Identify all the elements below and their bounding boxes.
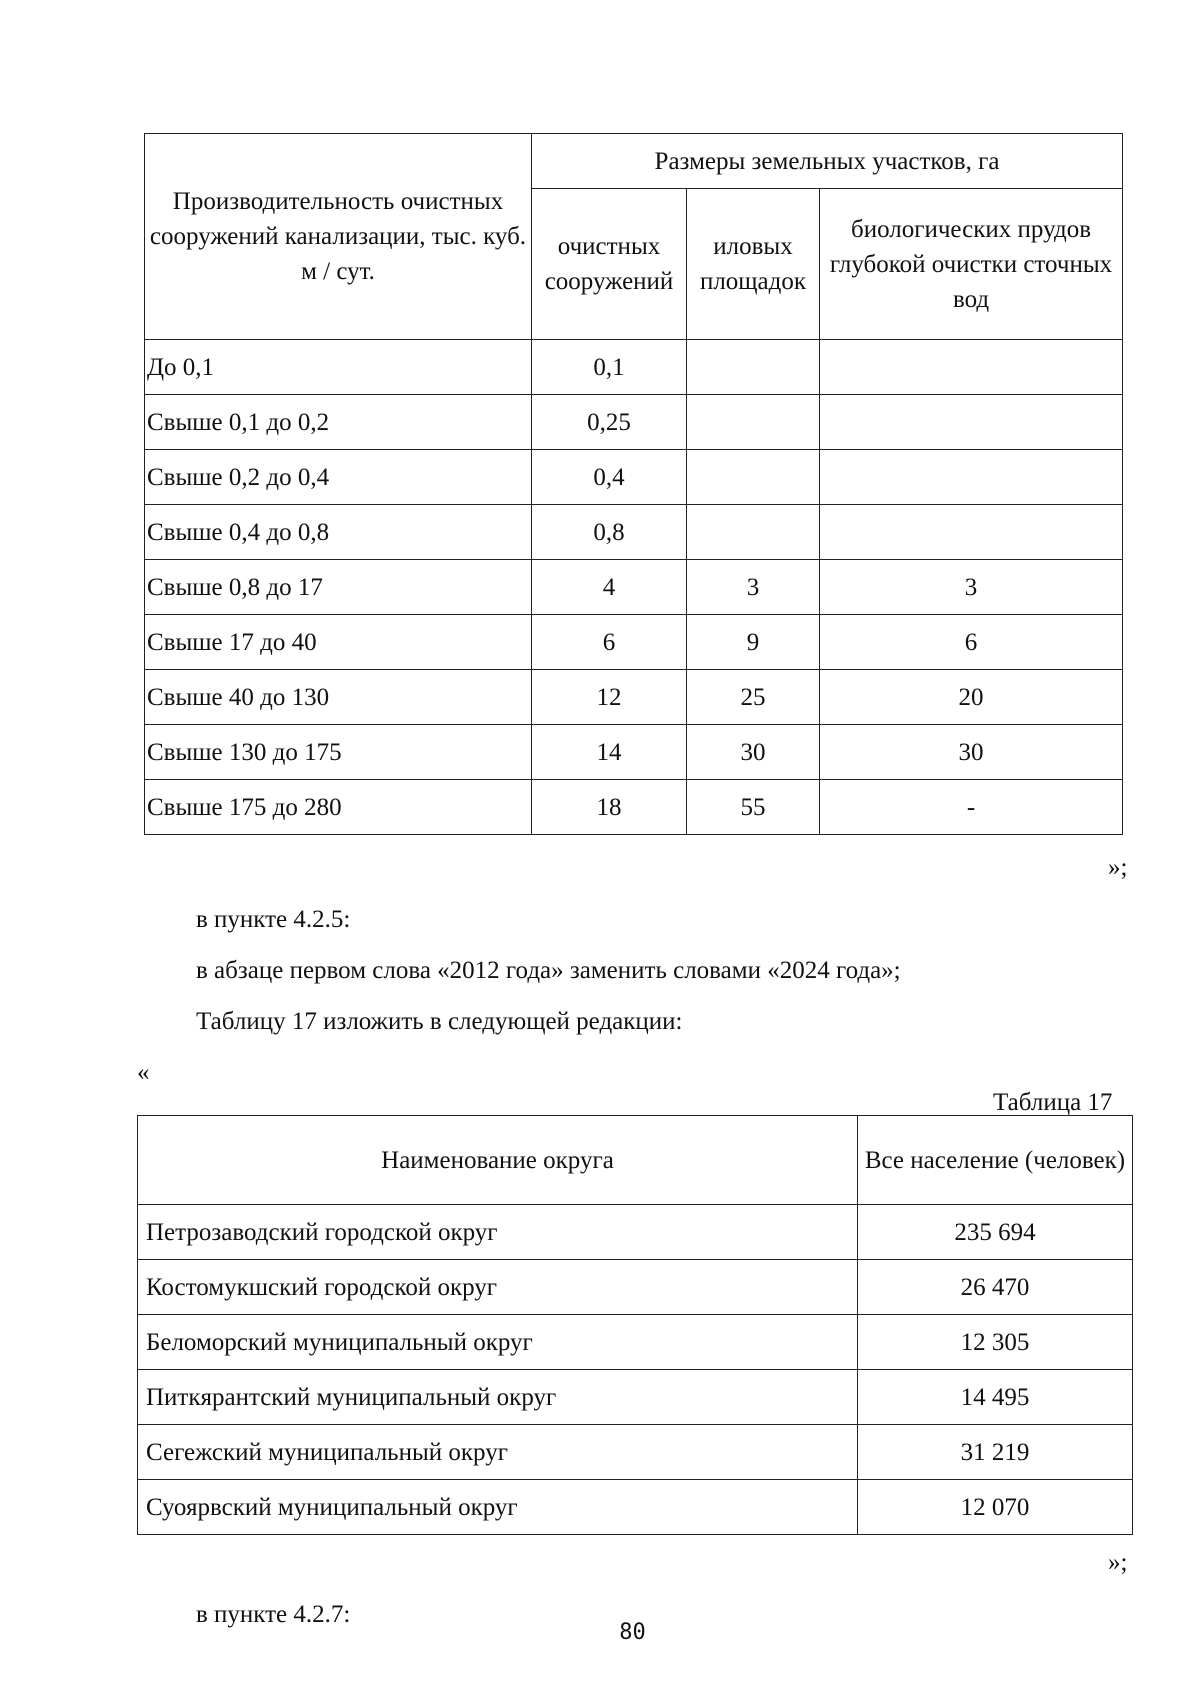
value-cell: 0,8 <box>532 505 687 560</box>
table-row <box>138 1260 1133 1315</box>
capacity-cell: До 0,1 <box>145 340 532 395</box>
table-row <box>145 615 1123 670</box>
table-row <box>145 340 1123 395</box>
table-row <box>138 1205 1133 1260</box>
paragraph: в пункте 4.2.5: <box>196 906 351 933</box>
closing-quote: »; <box>1108 1549 1128 1576</box>
value-cell: 3 <box>820 560 1123 615</box>
land-plot-size-table <box>144 133 1123 835</box>
district-name-cell: Суоярвский муниципальный округ <box>138 1480 858 1535</box>
table-row <box>138 1315 1133 1370</box>
bio-ponds-column-header: биологических прудов глубокой очистки сточных вод <box>820 189 1123 340</box>
table-row <box>145 395 1123 450</box>
value-cell <box>687 505 820 560</box>
table-row <box>138 1425 1133 1480</box>
table-row <box>145 670 1123 725</box>
capacity-cell: Свыше 40 до 130 <box>145 670 532 725</box>
table-caption: Таблица 17 <box>993 1089 1113 1116</box>
value-cell: 18 <box>532 780 687 835</box>
table-row <box>145 780 1123 835</box>
value-cell: 14 <box>532 725 687 780</box>
population-table <box>137 1115 1133 1535</box>
capacity-cell: Свыше 0,1 до 0,2 <box>145 395 532 450</box>
district-name-column-header: Наименование округа <box>138 1116 858 1205</box>
value-cell: 30 <box>820 725 1123 780</box>
capacity-cell: Свыше 17 до 40 <box>145 615 532 670</box>
sludge-sites-column-header: иловых площадок <box>687 189 820 340</box>
value-cell: 0,25 <box>532 395 687 450</box>
capacity-column-header: Производительность очистных сооружений канализации, тыс. куб. м / сут. <box>145 134 532 340</box>
paragraph: Таблицу 17 изложить в следующей редакции: <box>196 1008 683 1035</box>
district-name-cell: Питкярантский муниципальный округ <box>138 1370 858 1425</box>
capacity-cell: Свыше 0,8 до 17 <box>145 560 532 615</box>
population-cell: 31 219 <box>858 1425 1133 1480</box>
value-cell: 9 <box>687 615 820 670</box>
value-cell <box>687 450 820 505</box>
value-cell: 0,1 <box>532 340 687 395</box>
value-cell: 6 <box>532 615 687 670</box>
page-number: 80 <box>619 1620 646 1645</box>
land-size-group-header: Размеры земельных участков, га <box>532 134 1123 189</box>
capacity-cell: Свыше 130 до 175 <box>145 725 532 780</box>
value-cell <box>820 505 1123 560</box>
district-name-cell: Петрозаводский городской округ <box>138 1205 858 1260</box>
paragraph: в абзаце первом слова «2012 года» заменить словами «2024 года»; <box>196 957 901 984</box>
value-cell: 55 <box>687 780 820 835</box>
population-cell: 26 470 <box>858 1260 1133 1315</box>
capacity-cell: Свыше 0,4 до 0,8 <box>145 505 532 560</box>
value-cell <box>820 395 1123 450</box>
value-cell <box>820 450 1123 505</box>
value-cell: 4 <box>532 560 687 615</box>
table-row <box>145 450 1123 505</box>
opening-quote: « <box>137 1059 150 1086</box>
closing-quote: »; <box>1108 854 1128 881</box>
value-cell <box>687 340 820 395</box>
paragraph: в пункте 4.2.7: <box>196 1601 351 1628</box>
table-row <box>138 1480 1133 1535</box>
value-cell: 3 <box>687 560 820 615</box>
district-name-cell: Костомукшский городской округ <box>138 1260 858 1315</box>
population-cell: 14 495 <box>858 1370 1133 1425</box>
table-row <box>145 560 1123 615</box>
treatment-facilities-column-header: очистных сооружений <box>532 189 687 340</box>
table-row <box>145 505 1123 560</box>
value-cell: 25 <box>687 670 820 725</box>
table-header-row <box>145 134 1123 189</box>
population-cell: 235 694 <box>858 1205 1133 1260</box>
value-cell: - <box>820 780 1123 835</box>
value-cell: 6 <box>820 615 1123 670</box>
value-cell: 30 <box>687 725 820 780</box>
value-cell <box>687 395 820 450</box>
value-cell <box>820 340 1123 395</box>
population-column-header: Все население (человек) <box>858 1116 1133 1205</box>
district-name-cell: Сегежский муниципальный округ <box>138 1425 858 1480</box>
value-cell: 12 <box>532 670 687 725</box>
population-cell: 12 305 <box>858 1315 1133 1370</box>
table-row <box>145 725 1123 780</box>
capacity-cell: Свыше 0,2 до 0,4 <box>145 450 532 505</box>
district-name-cell: Беломорский муниципальный округ <box>138 1315 858 1370</box>
table-header-row <box>138 1116 1133 1205</box>
value-cell: 20 <box>820 670 1123 725</box>
capacity-cell: Свыше 175 до 280 <box>145 780 532 835</box>
value-cell: 0,4 <box>532 450 687 505</box>
population-cell: 12 070 <box>858 1480 1133 1535</box>
table-row <box>138 1370 1133 1425</box>
